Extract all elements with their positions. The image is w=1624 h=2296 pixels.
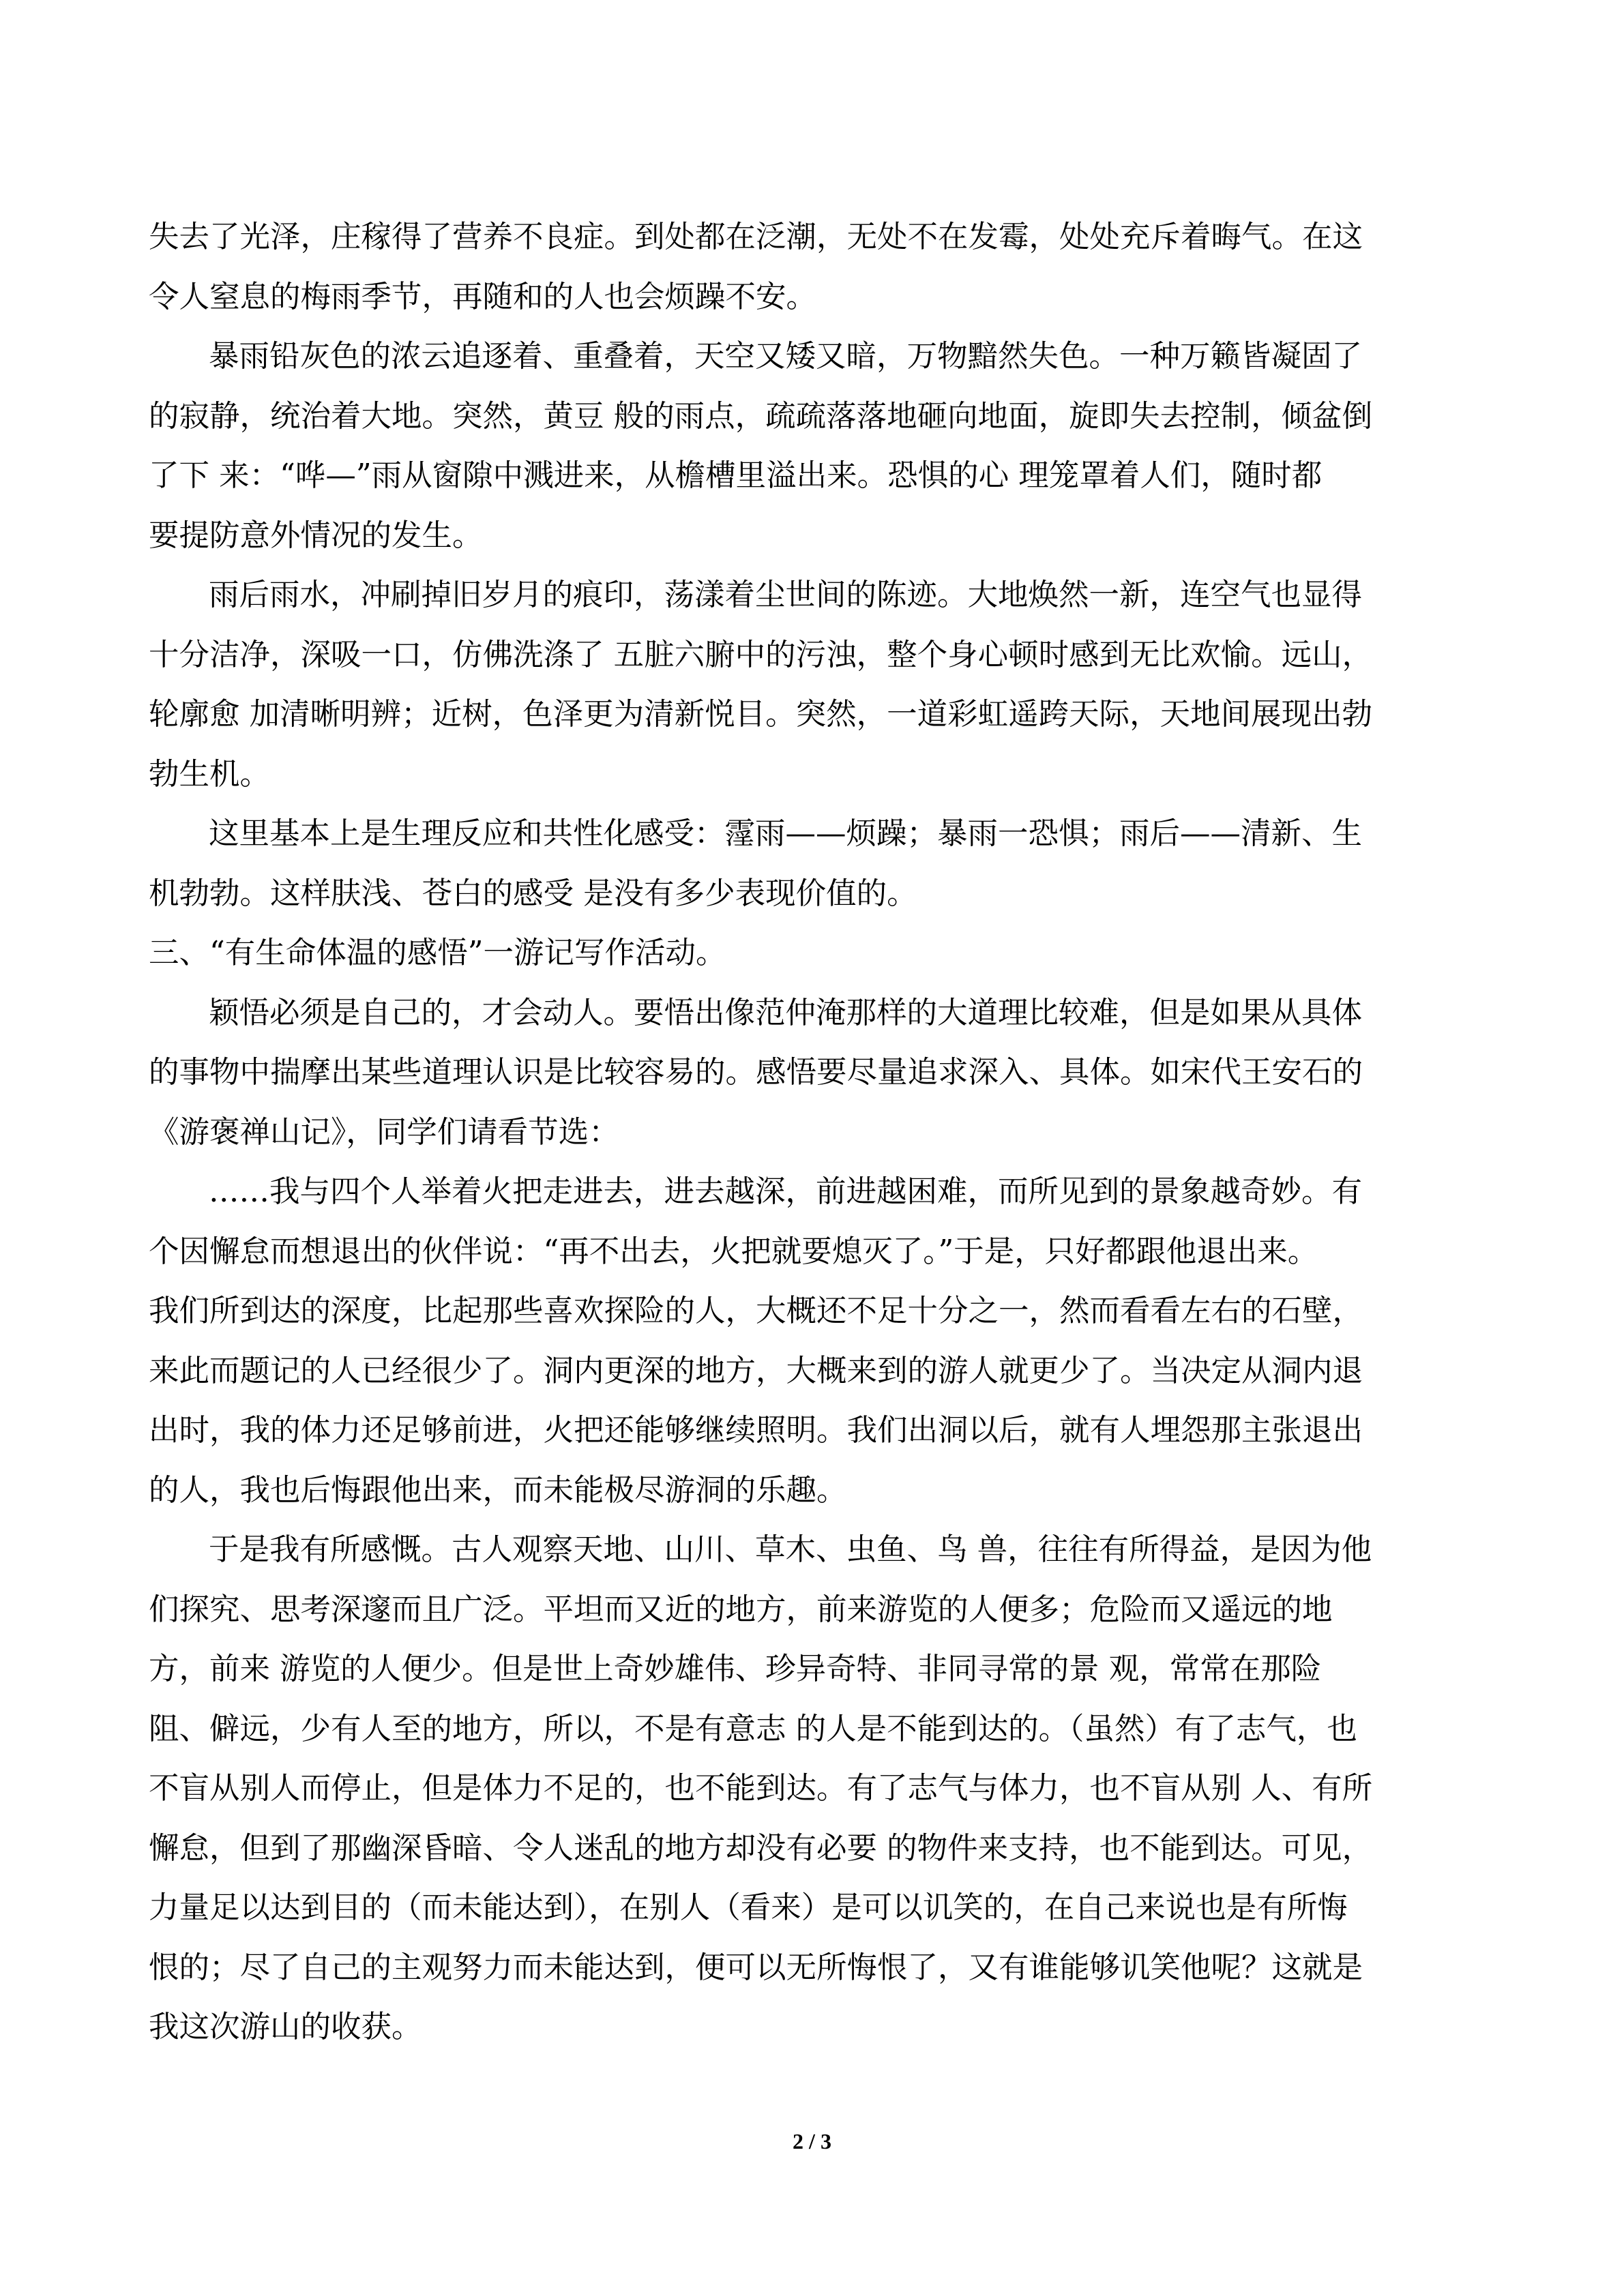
text-line: 我们所到达的深度，比起那些喜欢探险的人，大概还不足十分之一，然而看看左右的石壁， [149,1294,1363,1328]
text-line: 暴雨铅灰色的浓云追逐着、重叠着，天空又矮又暗，万物黯然失色。一种万籁皆凝固了 [209,339,1363,374]
body-text [149,207,1486,2057]
section-heading: 三、“有生命体温的感悟”一游记写作活动。 [149,936,726,970]
text-line: 机勃勃。这样肤浅、苍白的感受 是没有多少表现价值的。 [149,876,917,911]
text-line: 们探究、思考深邃而且广泛。平坦而又近的地方，前来游览的人便多；危险而又遥远的地 [149,1592,1333,1627]
text-line: 个因懈怠而想退出的伙伴说：“再不出去，火把就要熄灭了。”于是，只好都跟他退出来。 [149,1234,1318,1269]
page-number: 2 / 3 [793,2129,831,2153]
text-line: 懈怠，但到了那幽深昏暗、令人迷乱的地方却没有必要 的物件来支持，也不能到达。可见， [149,1830,1373,1866]
text-line: 来此而题记的人已经很少了。洞内更深的地方，大概来到的游人就更少了。当决定从洞内退 [149,1353,1363,1388]
text-line: 方，前来 游览的人便少。但是世上奇妙雄伟、珍异奇特、非同寻常的景 观，常常在那险 [149,1652,1322,1686]
text-line: 要提防意外情况的发生。 [149,518,483,553]
text-line: 阻、僻远，少有人至的地方，所以，不是有意志 的人是不能到达的。（虽然）有了志气，也 [149,1711,1357,1746]
text-line: 于是我有所感慨。古人观察天地、山川、草木、虫鱼、鸟 兽，往往有所得益，是因为他 [209,1532,1372,1567]
text-line: 失去了光泽，庄稼得了营养不良症。到处都在泛潮，无处不在发霉，处处充斥着晦气。在这 [149,220,1363,254]
text-line: 颖悟必须是自己的，才会动人。要悟出像范仲淹那样的大道理比较难，但是如果从具体 [209,995,1363,1030]
text-line: 的人，我也后悔跟他出来，而未能极尽游洞的乐趣。 [149,1472,847,1508]
text-line: 的寂静，统治着大地。突然，黄豆 般的雨点，疏疏落落地砸向地面，旋即失去控制，倾盆倒 [149,398,1373,434]
text-line: 的事物中揣摩出某些道理认识是比较容易的。感悟要尽量追求深入、具体。如宋代王安石的 [149,1055,1363,1090]
text-line: 十分洁净，深吸一口，仿佛洗涤了 五脏六腑中的污浊，整个身心顿时感到无比欢愉。远山， [149,637,1373,672]
text-line: 了下 来：“哗—”雨从窗隙中溅进来，从檐槽里溢出来。恐惧的心 理笼罩着人们，随时都 [149,458,1323,493]
text-line: 我这次游山的收获。 [149,2010,422,2044]
text-line: ……我与四个人举着火把走进去，进去越深，前进越困难，而所见到的景象越奇妙。有 [209,1174,1363,1209]
text-line: 令人窒息的梅雨季节，再随和的人也会烦躁不安。 [149,279,817,314]
text-line: 出时，我的体力还足够前进，火把还能够继续照明。我们出洞以后，就有人埋怨那主张退出 [149,1413,1363,1448]
text-line: 恨的；尽了自己的主观努力而未能达到，便可以无所悔恨了，又有谁能够讥笑他呢？这就是 [149,1950,1363,1985]
text-line: 雨后雨水，冲刷掉旧岁月的痕印，荡漾着尘世间的陈迹。大地焕然一新，连空气也显得 [209,578,1363,612]
text-line: 力量足以达到目的（而未能达到），在别人（看来）是可以讥笑的，在自己来说也是有所悔 [149,1890,1348,1925]
text-line: 这里基本上是生理反应和共性化感受：霪雨——烦躁；暴雨一恐惧；雨后——清新、生 [209,816,1363,851]
text-line: 《游褒禅山记》，同学们请看节选： [149,1114,619,1150]
text-line: 轮廓愈 加清晰明辨；近树，色泽更为清新悦目。突然，一道彩虹遥跨天际，天地间展现出勃 [149,697,1373,732]
text-line: 勃生机。 [149,756,271,792]
text-line: 不盲从别人而停止，但是体力不足的，也不能到达。有了志气与体力，也不盲从别 人、有所 [149,1771,1373,1806]
